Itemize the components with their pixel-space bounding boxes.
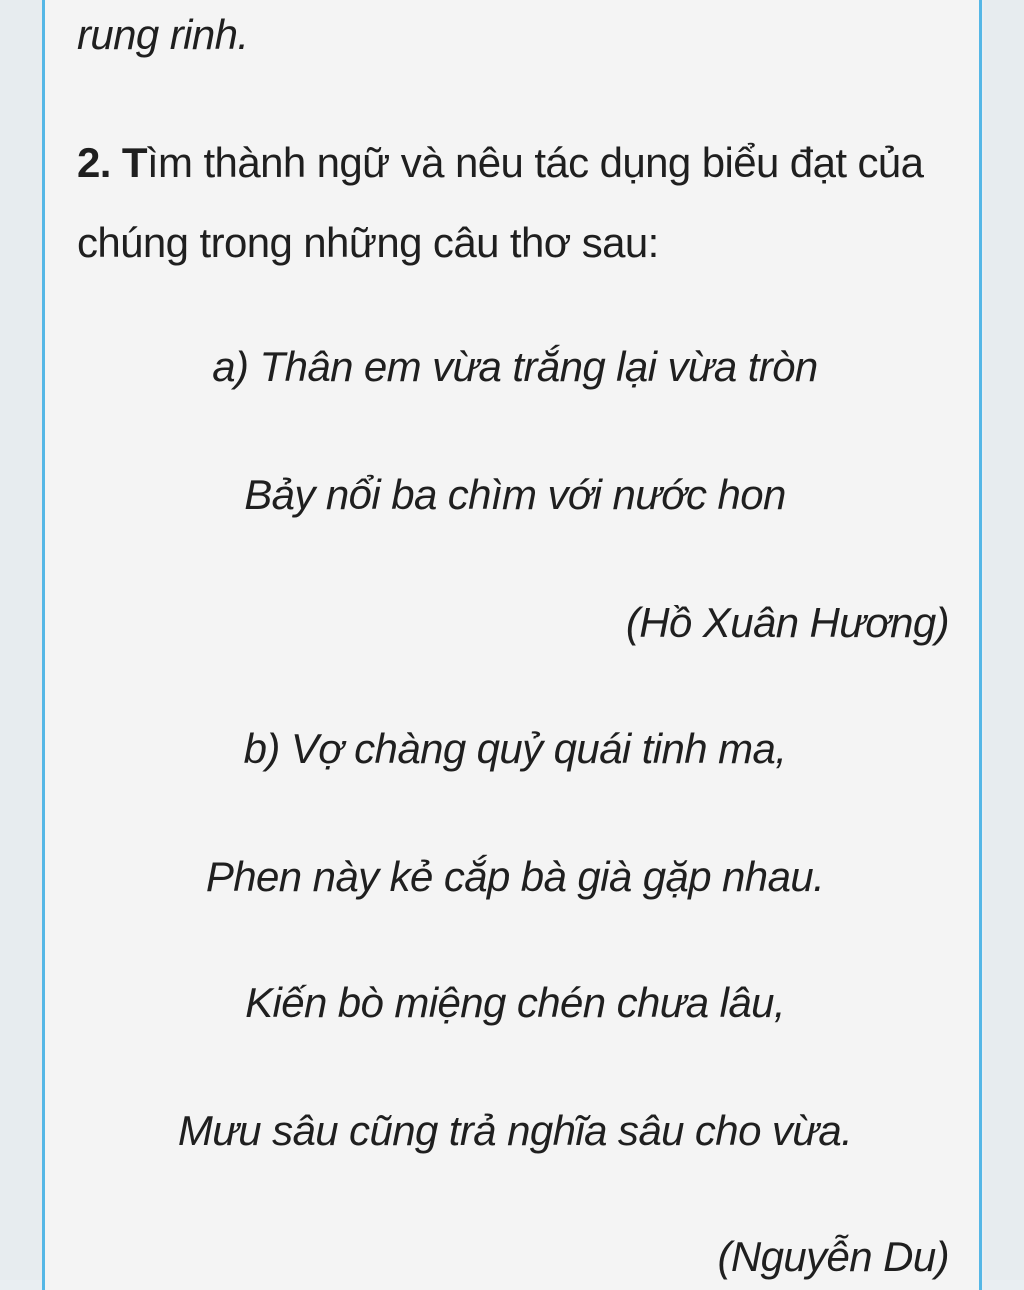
poem-b-author: (Nguyễn Du) <box>717 1233 949 1280</box>
right-background-strip <box>984 0 1024 1280</box>
question-number: 2. <box>77 139 111 186</box>
poem-a-author: (Hồ Xuân Hương) <box>625 599 949 646</box>
poem-b-line-2: Phen này kẻ cắp bà già gặp nhau. <box>205 853 825 900</box>
document-card <box>42 0 982 1290</box>
poem-b-line-1: b) Vợ chàng quỷ quái tinh ma, <box>243 725 787 772</box>
poem-b-line-4: Mưu sâu cũng trả nghĩa sâu cho vừa. <box>177 1107 853 1154</box>
question-first-letter: T <box>121 139 147 186</box>
question-line-1-text: ìm thành ngữ và nêu tác dụng biểu đạt của <box>146 139 924 186</box>
poem-b-line-3: Kiến bò miệng chén chưa lâu, <box>245 979 785 1026</box>
left-background-strip <box>0 0 42 1280</box>
previous-text-continuation: rung rinh. <box>77 11 249 58</box>
poem-a-line-2: Bảy nổi ba chìm với nước hon <box>244 471 786 518</box>
question-2-line-1 <box>77 139 924 186</box>
poem-a-line-1: a) Thân em vừa trắng lại vừa tròn <box>212 343 818 390</box>
question-2-line-2: chúng trong những câu thơ sau: <box>77 219 659 266</box>
